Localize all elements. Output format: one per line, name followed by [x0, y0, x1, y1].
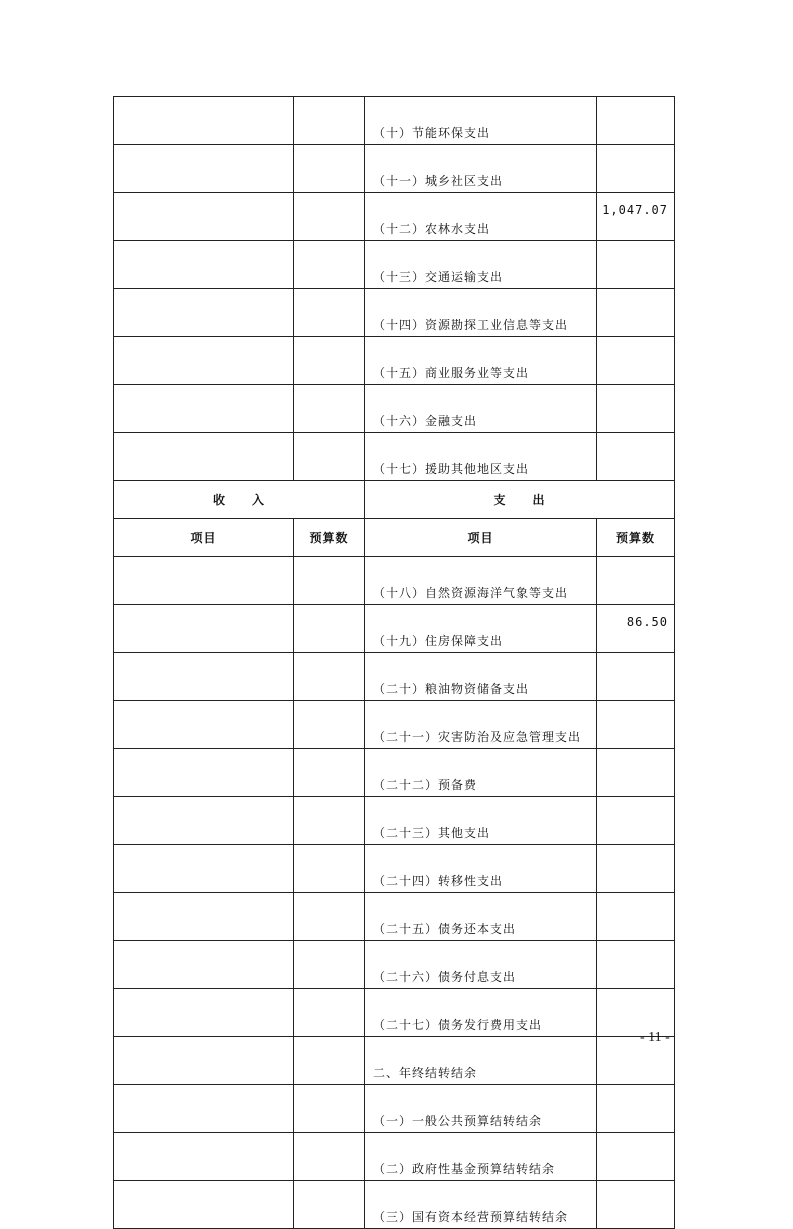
income-item-cell [114, 145, 294, 193]
budget-table-header [114, 481, 675, 557]
income-budget-cell [294, 1181, 365, 1229]
page-number: - 11 - [640, 1030, 670, 1045]
income-budget-cell [294, 241, 365, 289]
income-item-cell [114, 337, 294, 385]
table-row [114, 941, 675, 989]
income-budget-cell [294, 797, 365, 845]
income-budget-cell [294, 749, 365, 797]
expense-budget-cell: 1,047.07 [597, 193, 675, 241]
income-budget-header: 预算数 [294, 519, 365, 557]
income-budget-cell [294, 289, 365, 337]
income-item-cell [114, 1133, 294, 1181]
expense-item-cell: （十五）商业服务业等支出 [365, 337, 597, 385]
budget-table-part2 [114, 557, 675, 1229]
income-item-cell [114, 701, 294, 749]
expense-item-cell: （二十六）债务付息支出 [365, 941, 597, 989]
expense-budget-cell [597, 893, 675, 941]
expense-item-cell: （二十三）其他支出 [365, 797, 597, 845]
table-row [114, 605, 675, 653]
table-row [114, 557, 675, 605]
income-budget-cell [294, 97, 365, 145]
income-item-cell [114, 845, 294, 893]
table-row [114, 845, 675, 893]
income-budget-cell [294, 893, 365, 941]
table-row [114, 1133, 675, 1181]
income-item-cell [114, 433, 294, 481]
expense-budget-cell [597, 749, 675, 797]
expense-budget-cell [597, 433, 675, 481]
expense-budget-cell [597, 845, 675, 893]
table-row [114, 193, 675, 241]
income-item-cell [114, 289, 294, 337]
expense-budget-cell [597, 145, 675, 193]
table-row [114, 797, 675, 845]
income-item-cell [114, 941, 294, 989]
income-budget-cell [294, 1037, 365, 1085]
income-header: 收 入 [114, 481, 365, 519]
table-row [114, 749, 675, 797]
expense-item-cell: （十六）金融支出 [365, 385, 597, 433]
income-item-cell [114, 1085, 294, 1133]
table-row [114, 289, 675, 337]
expense-budget-cell [597, 97, 675, 145]
expense-budget-cell [597, 1181, 675, 1229]
income-budget-cell [294, 433, 365, 481]
income-item-cell [114, 605, 294, 653]
income-budget-cell [294, 845, 365, 893]
expense-item-cell: （十一）城乡社区支出 [365, 145, 597, 193]
table-row [114, 989, 675, 1037]
expense-item-cell: （十九）住房保障支出 [365, 605, 597, 653]
expense-item-cell: （二十四）转移性支出 [365, 845, 597, 893]
income-budget-cell [294, 1085, 365, 1133]
income-budget-cell [294, 385, 365, 433]
budget-table-part1 [114, 97, 675, 481]
income-item-header: 项目 [114, 519, 294, 557]
income-budget-cell [294, 653, 365, 701]
income-budget-cell [294, 557, 365, 605]
section-header-row [114, 481, 675, 519]
expense-item-cell: （十七）援助其他地区支出 [365, 433, 597, 481]
income-item-cell [114, 241, 294, 289]
income-budget-cell [294, 941, 365, 989]
expense-item-cell: （十八）自然资源海洋气象等支出 [365, 557, 597, 605]
expense-item-cell: （二十七）债务发行费用支出 [365, 989, 597, 1037]
budget-table [113, 96, 675, 1229]
expense-item-cell: （三）国有资本经营预算结转结余 [365, 1181, 597, 1229]
table-row [114, 1085, 675, 1133]
expense-item-header: 项目 [365, 519, 597, 557]
table-row [114, 97, 675, 145]
expense-item-cell: （十二）农林水支出 [365, 193, 597, 241]
table-row [114, 701, 675, 749]
income-budget-cell [294, 1133, 365, 1181]
expense-item-cell: （二十）粮油物资储备支出 [365, 653, 597, 701]
table-row [114, 145, 675, 193]
expense-budget-cell [597, 941, 675, 989]
expense-budget-cell [597, 797, 675, 845]
expense-header: 支 出 [365, 481, 675, 519]
income-budget-cell [294, 145, 365, 193]
income-budget-cell [294, 701, 365, 749]
expense-item-cell: （十四）资源勘探工业信息等支出 [365, 289, 597, 337]
expense-budget-cell [597, 289, 675, 337]
column-header-row [114, 519, 675, 557]
income-budget-cell [294, 337, 365, 385]
expense-item-cell: （一）一般公共预算结转结余 [365, 1085, 597, 1133]
income-item-cell [114, 1037, 294, 1085]
expense-item-cell: （二十五）债务还本支出 [365, 893, 597, 941]
expense-budget-cell [597, 1133, 675, 1181]
table-row [114, 241, 675, 289]
expense-budget-cell [597, 1085, 675, 1133]
income-item-cell [114, 385, 294, 433]
income-item-cell [114, 797, 294, 845]
expense-item-cell: （二）政府性基金预算结转结余 [365, 1133, 597, 1181]
income-budget-cell [294, 193, 365, 241]
expense-budget-cell [597, 337, 675, 385]
table-row [114, 893, 675, 941]
table-row [114, 1037, 675, 1085]
expense-budget-header: 预算数 [597, 519, 675, 557]
table-row [114, 1181, 675, 1229]
income-item-cell [114, 557, 294, 605]
income-budget-cell [294, 989, 365, 1037]
table-row [114, 337, 675, 385]
expense-item-cell: （二十一）灾害防治及应急管理支出 [365, 701, 597, 749]
income-item-cell [114, 97, 294, 145]
expense-item-cell: （二十二）预备费 [365, 749, 597, 797]
expense-budget-cell [597, 557, 675, 605]
expense-item-cell: （十三）交通运输支出 [365, 241, 597, 289]
income-budget-cell [294, 605, 365, 653]
expense-budget-cell [597, 241, 675, 289]
expense-budget-cell [597, 701, 675, 749]
expense-budget-cell: 86.50 [597, 605, 675, 653]
income-item-cell [114, 653, 294, 701]
income-item-cell [114, 193, 294, 241]
income-item-cell [114, 989, 294, 1037]
expense-item-cell: 二、年终结转结余 [365, 1037, 597, 1085]
income-item-cell [114, 749, 294, 797]
table-row [114, 653, 675, 701]
expense-item-cell: （十）节能环保支出 [365, 97, 597, 145]
expense-budget-cell [597, 653, 675, 701]
income-item-cell [114, 1181, 294, 1229]
table-row [114, 433, 675, 481]
expense-budget-cell [597, 385, 675, 433]
income-item-cell [114, 893, 294, 941]
table-row [114, 385, 675, 433]
